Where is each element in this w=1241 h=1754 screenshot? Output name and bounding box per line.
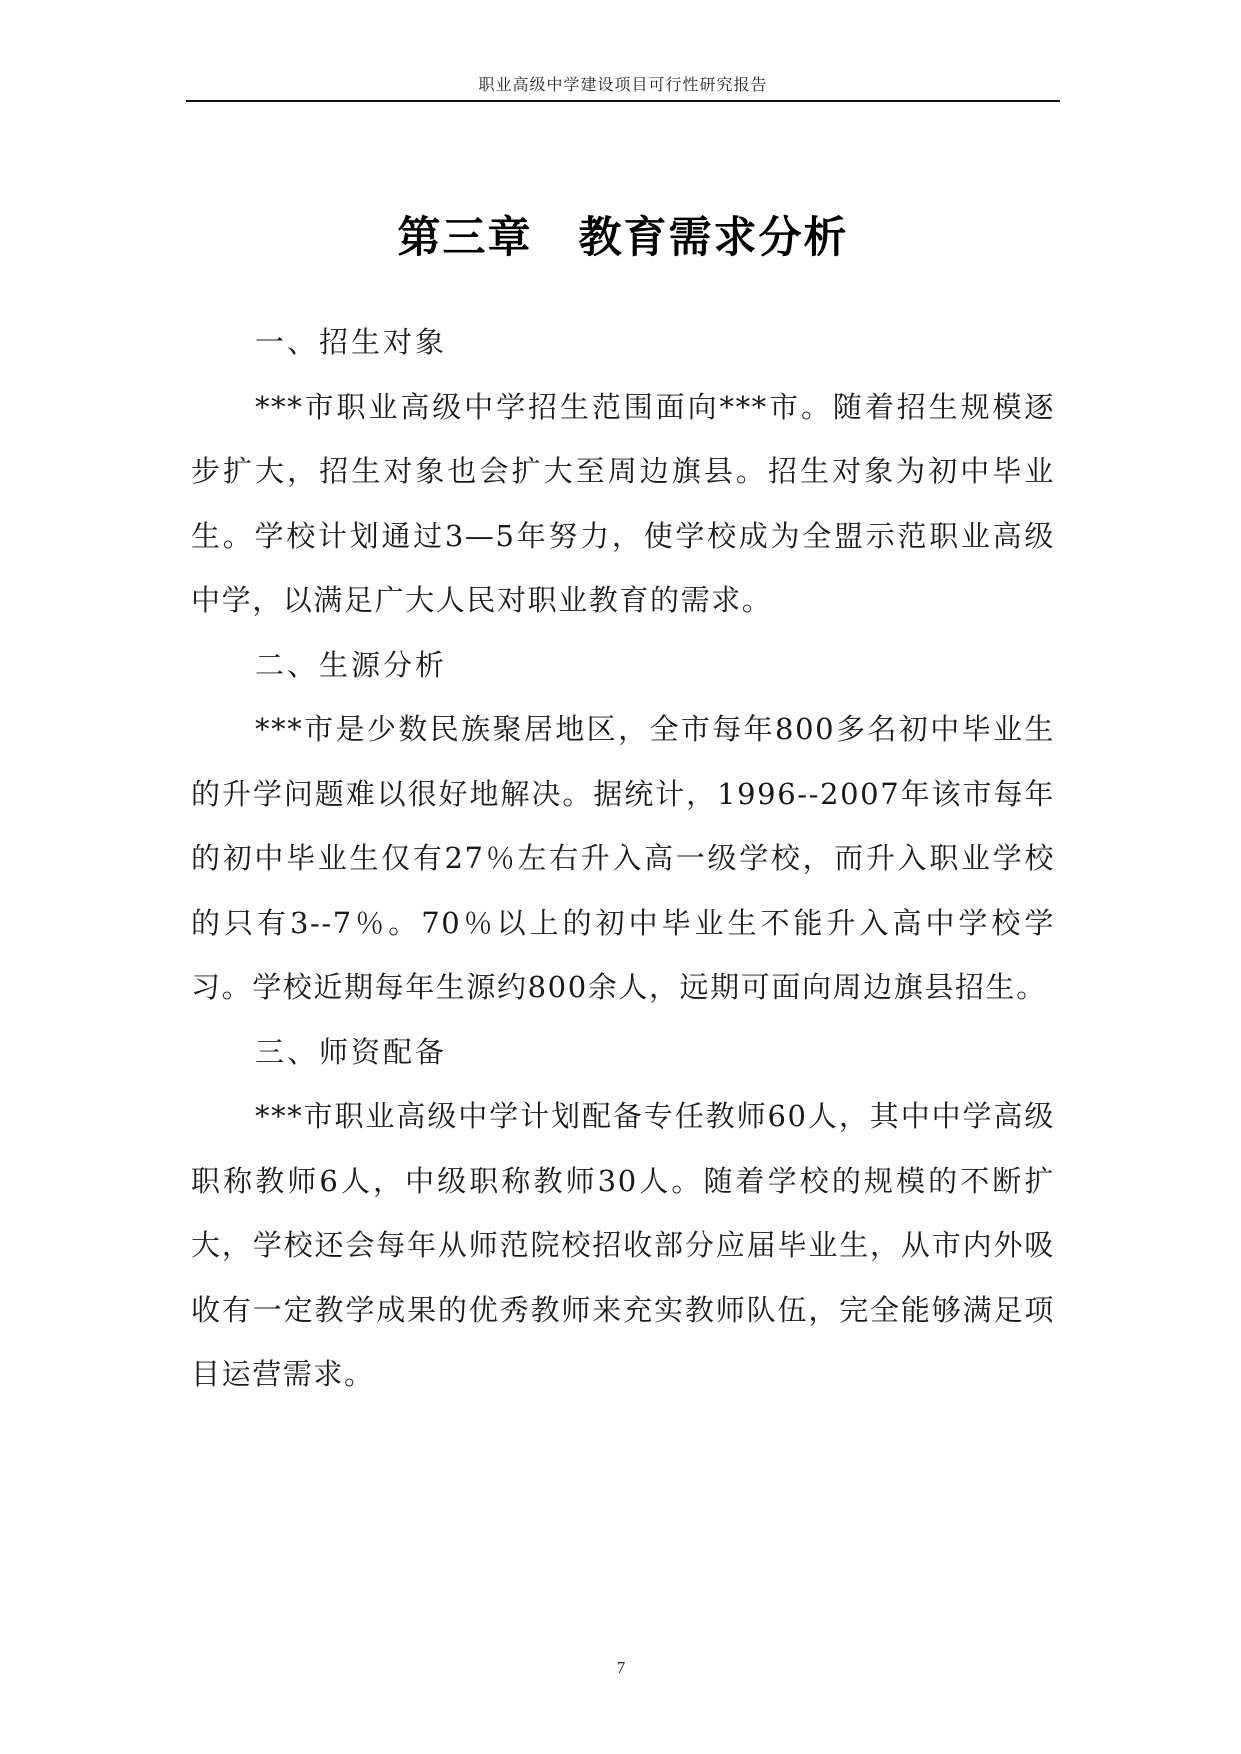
chapter-title: [186, 204, 1060, 265]
section-paragraph: ***市职业高级中学招生范围面向***市。随着招生规模逐步扩大，招生对象也会扩大至周边旗县。招生对象为初中毕业生。学校计划通过3—5年努力，使学校成为全盟示范职业高级中学，以满足广大人民对职业教育的需求。: [191, 389, 1055, 617]
page-number: 7: [616, 1658, 626, 1677]
section-paragraph: ***市是少数民族聚居地区，全市每年800多名初中毕业生的升学问题难以很好地解决。据统计，1996--2007年该市每年的初中毕业生仅有27％左右升入高一级学校，而升入职业学校的只有3--7％。70％以上的初中毕业生不能升入高中学校学习。学校近期每年生源约800余人，远期可面向周边旗县招生。: [191, 712, 1055, 1004]
chapter-name: 教育需求分析: [578, 213, 849, 263]
section-heading: 三、师资配备: [255, 1034, 448, 1069]
body-text: [191, 310, 1055, 1407]
header-rule: [186, 100, 1060, 102]
section-heading: 二、生源分析: [255, 647, 448, 682]
section-heading: 一、招生对象: [255, 325, 448, 359]
running-header: 职业高级中学建设项目可行性研究报告: [478, 75, 768, 94]
chapter-number: 第三章: [397, 213, 533, 263]
section-paragraph: ***市职业高级中学计划配备专任教师60人，其中中学高级职称教师6人，中级职称教师30人。随着学校的规模的不断扩大，学校还会每年从师范院校招收部分应届毕业生，从市内外吸收有一定教学成果的优秀教师来充实教师队伍，完全能够满足项目运营需求。: [191, 1099, 1055, 1391]
